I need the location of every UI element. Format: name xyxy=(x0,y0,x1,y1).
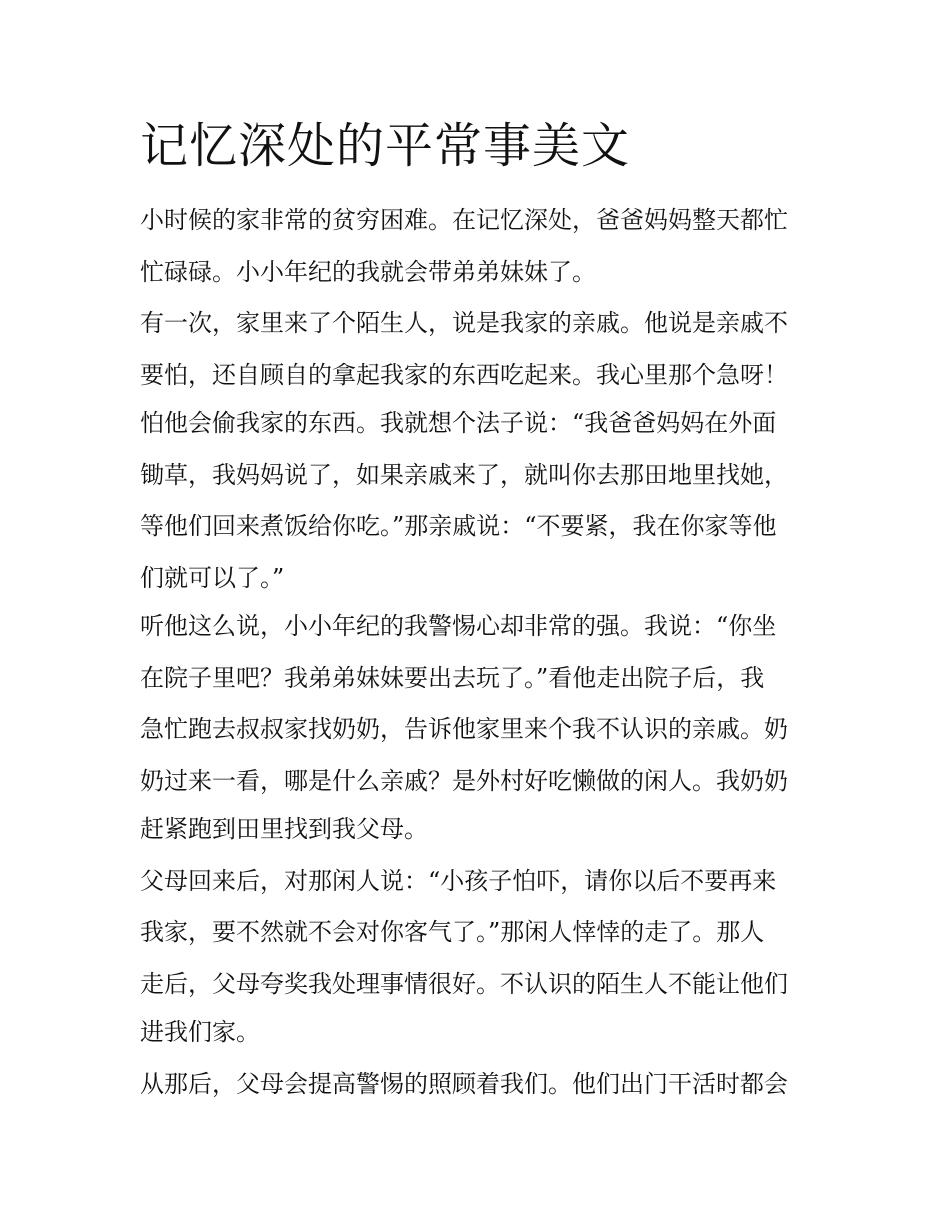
text-line: 从那后，父母会提高警惕的照顾着我们。他们出门干活时都会 xyxy=(140,1070,788,1098)
text-line: 要怕，还自顾自的拿起我家的东西吃起来。我心里那个急呀！ xyxy=(140,361,788,389)
text-line: 在院子里吧？我弟弟妹妹要出去玩了。”看他走出院子后，我 xyxy=(140,664,765,692)
page-title: 记忆深处的平常事美文 xyxy=(140,118,631,174)
text-line: 锄草，我妈妈说了，如果亲戚来了，就叫你去那田地里找她， xyxy=(140,461,788,489)
text-line: 小时候的家非常的贫穷困难。在记忆深处，爸爸妈妈整天都忙 xyxy=(140,206,788,234)
text-line: 急忙跑去叔叔家找奶奶，告诉他家里来个我不认识的亲戚。奶 xyxy=(140,715,788,743)
text-line: 赶紧跑到田里找到我父母。 xyxy=(140,815,428,843)
text-line: 听他这么说，小小年纪的我警惕心却非常的强。我说：“你坐 xyxy=(140,612,777,640)
text-line: 父母回来后，对那闲人说：“小孩子怕吓，请你以后不要再来 xyxy=(140,867,777,895)
text-line: 进我们家。 xyxy=(140,1018,260,1046)
text-line: 有一次，家里来了个陌生人，说是我家的亲戚。他说是亲戚不 xyxy=(140,309,788,337)
text-line: 怕他会偷我家的东西。我就想个法子说：“我爸爸妈妈在外面 xyxy=(140,409,777,437)
text-line: 忙碌碌。小小年纪的我就会带弟弟妹妹了。 xyxy=(140,258,596,286)
text-line: 走后，父母夸奖我处理事情很好。不认识的陌生人不能让他们 xyxy=(140,970,788,998)
text-line: 们就可以了。” xyxy=(140,564,285,592)
text-line: 我家，要不然就不会对你客气了。”那闲人悻悻的走了。那人 xyxy=(140,918,765,946)
text-line: 等他们回来煮饭给你吃。”那亲戚说：“不要紧，我在你家等他 xyxy=(140,512,777,540)
text-line: 奶过来一看，哪是什么亲戚？是外村好吃懒做的闲人。我奶奶 xyxy=(140,767,788,795)
